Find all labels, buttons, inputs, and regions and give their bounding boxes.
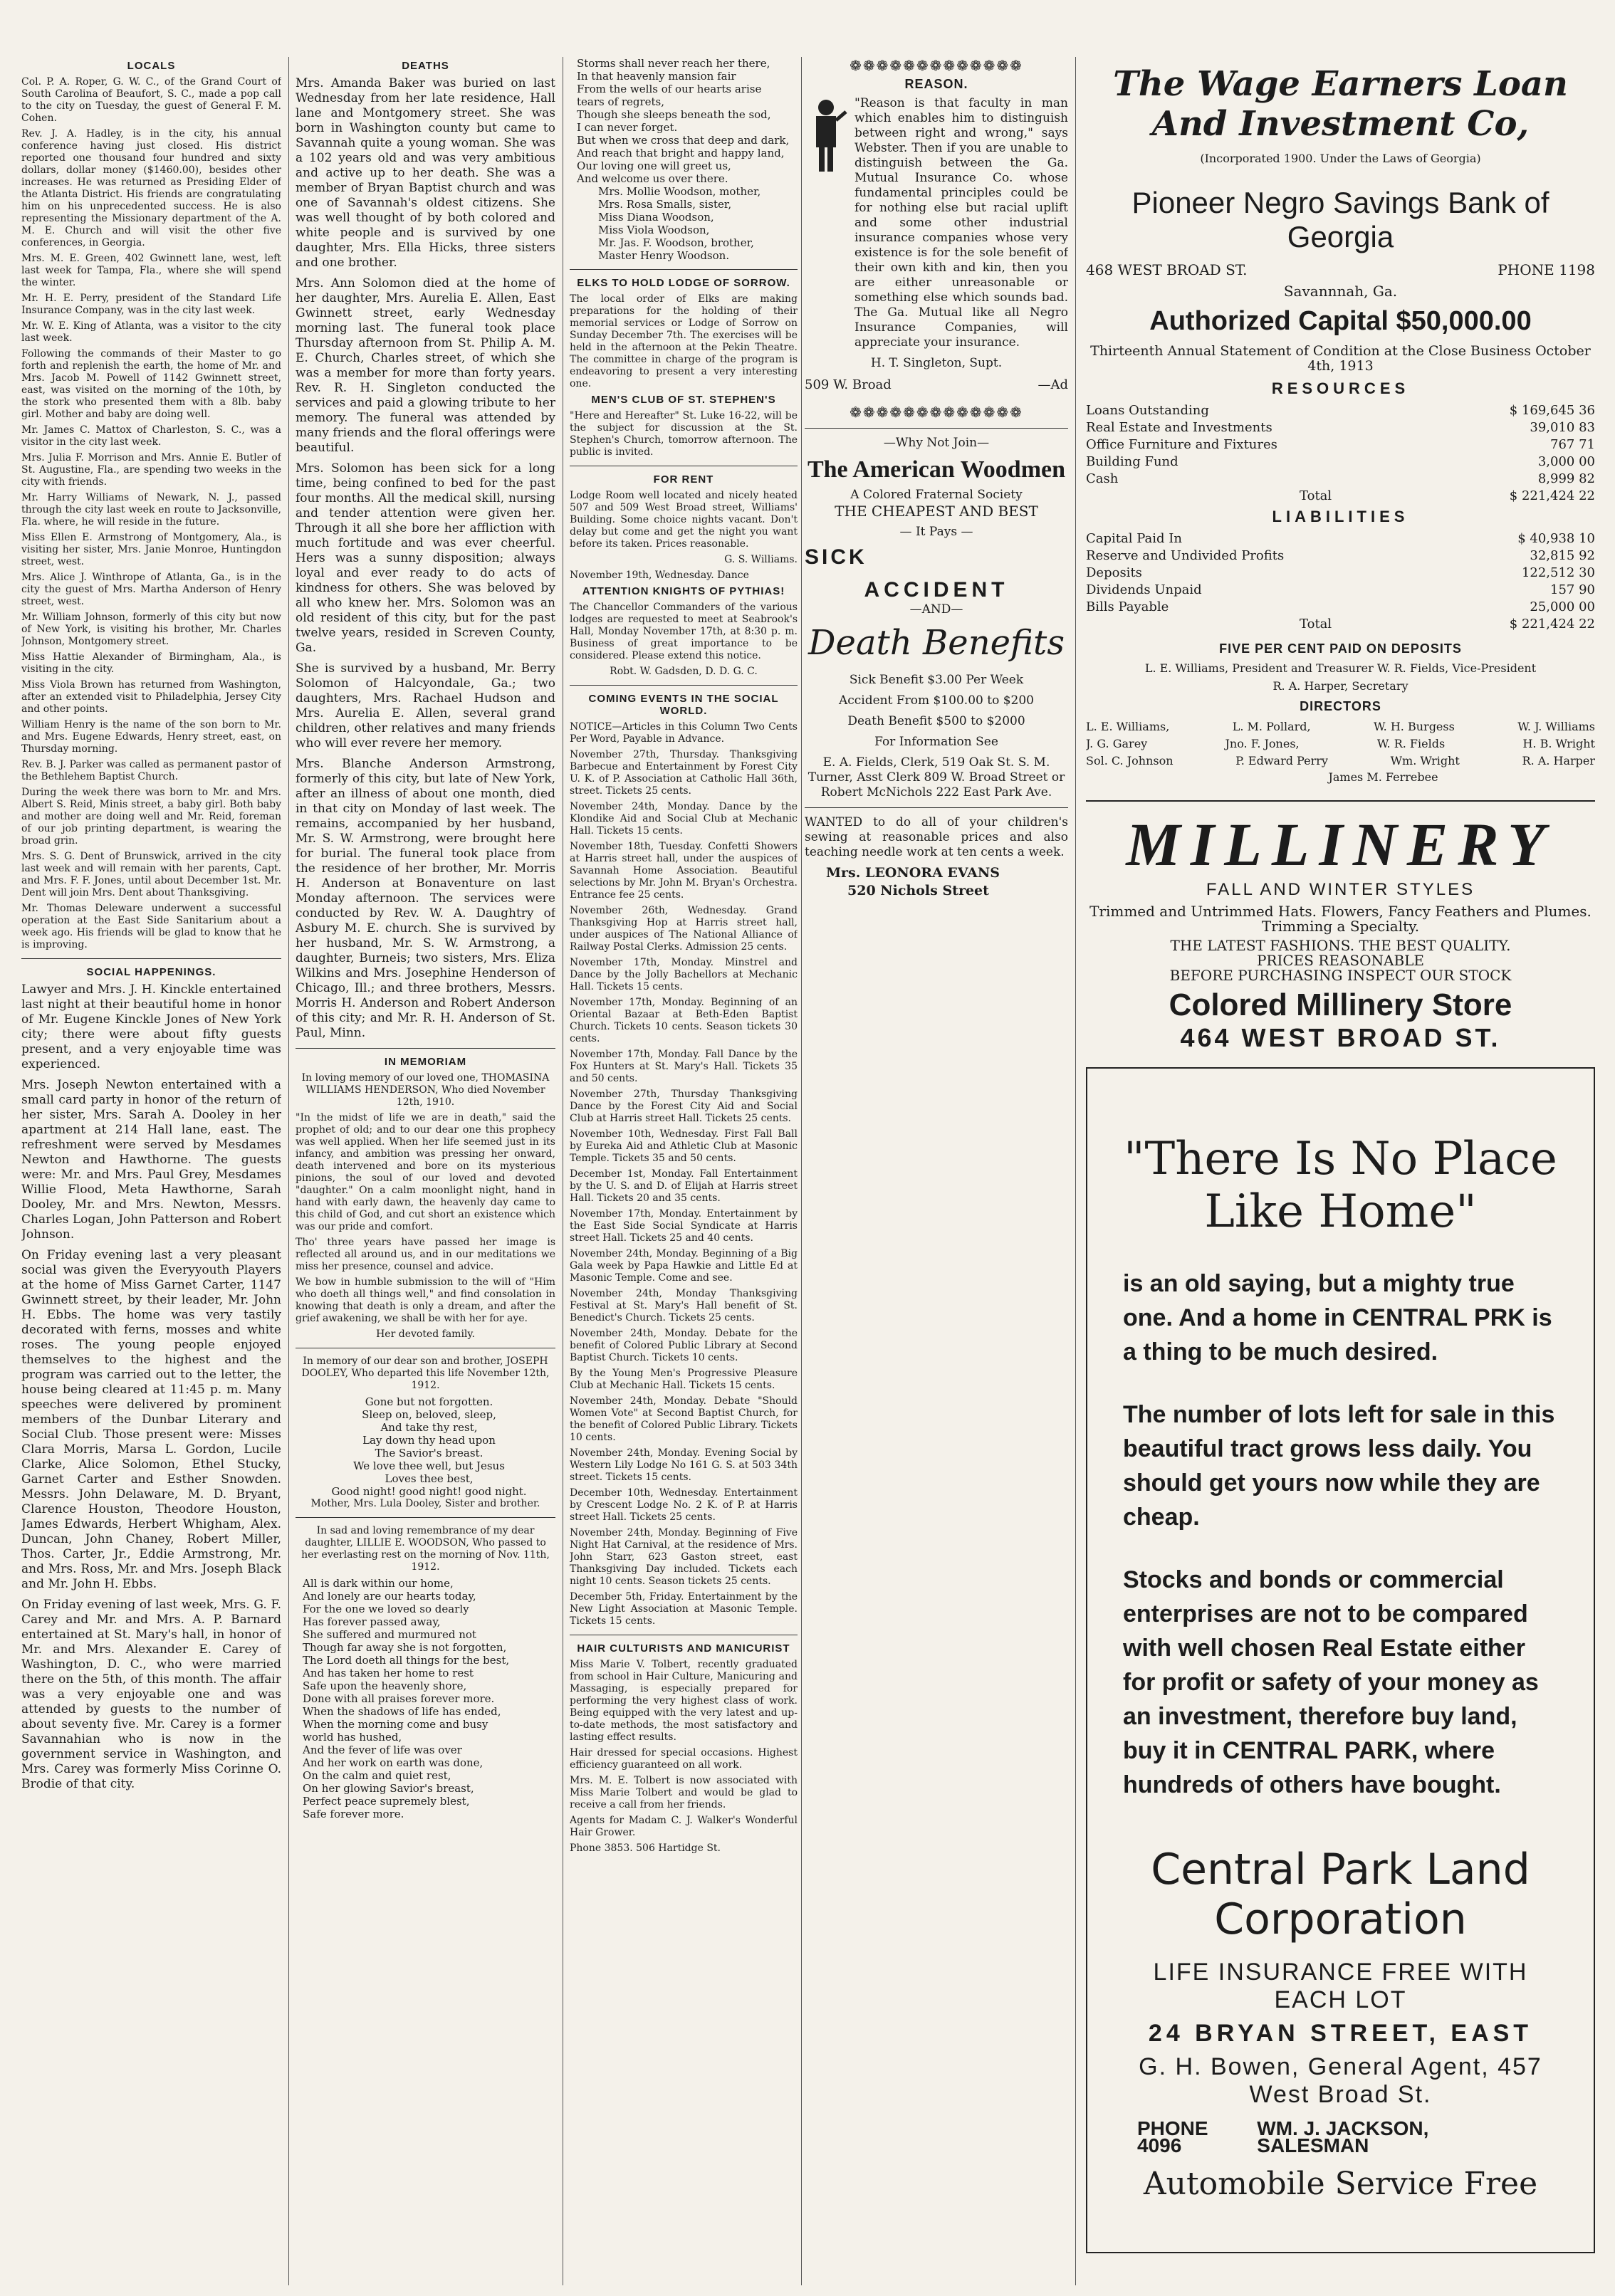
director-name: P. Edward Perry — [1235, 754, 1328, 767]
local-item: Mrs. Alice J. Winthrope of Atlanta, Ga., is in the city the guest of Mrs. Martha Anderson of Henry street, west. — [21, 572, 281, 607]
newspaper-page — [21, 57, 1595, 2285]
event-item: November 24th, Monday. Beginning of Five Night Hat Carnival, at the residence of Mrs. John Starr, 623 Gaston street, east Thanksgiving Day included. Tickets each night 10 cents. Season tickets 25 cents. — [570, 1527, 798, 1587]
liability-row — [1086, 547, 1595, 565]
central-p3: Stocks and bonds or commercial enterprises are not to be compared with well chosen Real Estate either for profit or safety of your money as an investment, therefore buy land, buy it in CENTRAL PARK, where hundreds of others have bought. — [1123, 1566, 1539, 1798]
event-item: November 18th, Tuesday. Confetti Showers at Harris street hall, under the auspices of Savannah Home Association. Beautiful selections by Mr. John M. Bryan's Orchestra. Entrance fee 25 cents. — [570, 841, 798, 901]
social-item: Lawyer and Mrs. J. H. Kinckle entertained last night at their beautiful home in honor of Mr. Eugene Kinckle Jones of New York city; there were about fifty guests present, and a very enjoyable time was experienced. — [21, 982, 281, 1071]
directors-row — [1086, 753, 1595, 770]
knights-heading: ATTENTION KNIGHTS OF PYTHIAS! — [582, 585, 785, 597]
local-item: Mr. W. E. King of Atlanta, was a visitor to the city last week. — [21, 320, 281, 344]
event-item: December 5th, Friday. Entertainment by the New Light Association at Masonic Temple. Tickets 15 cents. — [570, 1591, 798, 1627]
central-auto: Automobile Service Free — [1143, 2166, 1538, 2202]
liability-row-value: 32,815 92 — [1530, 548, 1595, 563]
millinery-line-4: BEFORE PURCHASING INSPECT OUR STOCK — [1169, 967, 1512, 984]
local-item: Mrs. S. G. Dent of Brunswick, arrived in the city last week and will remain with her parents, Capt. and Mrs. F. F. Jones, until about December 1st. Mr. Dent will join Mrs. Dent about Thanksgiving. — [21, 851, 281, 898]
event-item: November 27th, Thursday Thanksgiving Dance by the Forest City Aid and Social Club at Harris street Hall. Tickets 25 cents. — [570, 1089, 798, 1124]
accident-label: ACCIDENT — [864, 578, 1009, 602]
for-rent-sign: G. S. Williams. — [724, 554, 798, 565]
liability-row-label: Bills Payable — [1086, 599, 1169, 614]
event-item: NOTICE—Articles in this Column Two Cents Per Word, Payable in Advance. — [570, 721, 798, 745]
liability-row-value: 122,512 30 — [1521, 565, 1595, 580]
and-label: —AND— — [909, 602, 963, 617]
central-quote: "There Is No Place Like Home" — [1124, 1133, 1557, 1238]
local-item: Mr. William Johnson, formerly of this city but now of New York, is visiting his brother, Mr. Charles Johnson, Montgomery street. — [21, 612, 281, 647]
liability-row-value: 157 90 — [1550, 582, 1595, 597]
millinery-line-1: Trimmed and Untrimmed Hats. Flowers, Fancy Feathers and Plumes. Trimming a Specialty. — [1089, 903, 1592, 935]
event-item: November 24th, Monday. Beginning of a Big Gala week by Papa Hawkie and Little Ed at Masonic Temple. Come and see. — [570, 1248, 798, 1284]
local-item: Mrs. M. E. Green, 402 Gwinnett lane, west, left last week for Tampa, Fla., where she will spend the winter. — [21, 253, 281, 288]
memoriam-intro-2: In memory of our dear son and brother, JOSEPH DOOLEY, Who departed this life November 12th, 1912. — [301, 1356, 550, 1391]
reason-heading: REASON. — [904, 77, 968, 91]
local-item: Mr. H. E. Perry, president of the Standard Life Insurance Company, was in the city last week. — [21, 293, 281, 316]
liability-row-value: $ 40,938 10 — [1517, 531, 1595, 546]
stars-divider: ❁❁❁❁❁❁❁❁❁❁❁❁❁ — [850, 57, 1023, 74]
locals-heading: LOCALS — [127, 60, 176, 72]
for-rent-date: November 19th, Wednesday. Dance — [570, 570, 749, 581]
local-item: Rev. J. A. Hadley, is in the city, his annual conference having just closed. His district reported one thousand four hundred and sixty dollars, dollar money ($1460.00), besides other increases. He was returned as Presiding Elder of the Atlanta District. His friends are congratulating him on his unprecedented success. He is also representing the Missionary department of the A. M. E. Church and will visit the other five conferences, in Georgia. — [21, 128, 281, 248]
events-list — [570, 721, 798, 1627]
director-name: L. M. Pollard, — [1232, 720, 1311, 733]
knights-text: The Chancellor Commanders of the various lodges are requested to meet at Seabrook's Hall, Monday November 17th, at 8:30 p. m. Business of great importance to be considered. Please extend this notice. — [570, 602, 798, 661]
liability-row — [1086, 530, 1595, 547]
hair-item: Miss Marie V. Tolbert, recently graduated from school in Hair Culture, Manicuring and Massaging, is especially prepared for performing the very highest class of work. Being equipped with the very latest and up-to-date methods, the most satisfactory and lasting effect results. — [570, 1659, 798, 1743]
event-item: November 17th, Monday. Beginning of an Oriental Bazaar at Beth-Eden Baptist Church. Tickets 10 cents. Season tickets 30 cents. — [570, 997, 798, 1044]
for-rent-heading: FOR RENT — [653, 473, 714, 486]
woodmen-title: The American Woodmen — [807, 456, 1066, 483]
reason-text: "Reason is that faculty in man which enables him to distinguish between right and wrong," says Webster. Then if you are unable to distinguish between the Ga. Mutual Insurance Co. whose fundamental principles could be for nothing else but racial uplift and some other industrial insurance companies whose very existence is for the sole benefit of their own kith and kin, then you are either unreasonable or something else which sounds bad. The Ga. Mutual like all Negro Insurance Companies, will appreciate your insurance. — [854, 96, 1068, 350]
social-item: Mrs. Joseph Newton entertained with a small card party in honor of the return of her sister, Mrs. Sarah A. Dooley in her apartment at 214 Hall lane, east. The refreshment were served by Mesdames Newton and Hawthorne. The guests were: Mr. and Mrs. Paul Grey, Mesdames Willie Flood, Meta Hawthorne, Sarah Dooley, Mr. and Mrs. Newton, Messrs. Charles Logan, John Patterson and Robert Johnson. — [21, 1078, 281, 1242]
central-p1: is an old saying, but a mighty true one. And a home in CENTRAL PRK is a thing to be much desired. — [1123, 1270, 1552, 1365]
column-rule — [801, 57, 802, 2285]
column-notices — [570, 57, 798, 2285]
deaths-heading: DEATHS — [402, 60, 449, 72]
hair-list — [570, 1659, 798, 1855]
resource-row — [1086, 436, 1595, 454]
central-park-ad — [1086, 1067, 1595, 2253]
death-notice: Mrs. Ann Solomon died at the home of her daughter, Mrs. Aurelia E. Allen, East Gwinnett street, early Wednesday morning last. The funeral took place Thursday afternoon from St. Philip A. M. E. Church, Charles street, of which she was a member for more than forty years. Rev. R. H. Singleton conducted the services and paid a glowing tribute to her memory. The funeral was attended by many friends and the floral offerings were beautiful. — [296, 276, 555, 455]
benefit-line: E. A. Fields, Clerk, 519 Oak St. S. M. Turner, Asst Clerk 809 W. Broad Street or Robert McNichols 222 East Park Ave. — [808, 755, 1065, 800]
resource-row — [1086, 402, 1595, 419]
memoriam-heading: IN MEMORIAM — [384, 1056, 467, 1068]
social-list — [21, 982, 281, 1792]
woodmen-sub-2: THE CHEAPEST AND BEST — [835, 503, 1038, 520]
column-rule — [1075, 57, 1076, 2285]
event-item: November 24th, Monday. Dance by the Klondike Aid and Social Club at Mechanic Hall. Tickets 15 cents. — [570, 801, 798, 837]
deaths-list — [296, 76, 555, 1041]
for-rent-text: Lodge Room well located and nicely heated 507 and 509 West Broad street, Williams' Building. Some choice nights vacant. Don't delay but come and get the night you want before its taken. Prices reasonable. — [570, 490, 798, 550]
memoriam-poem-2: All is dark within our home, And lonely are our hearts today, For the one we loved so dearly Has forever passed away, She suffered and murmured not Though far away she is not forgotten, The Lord doeth all things for the best, And has taken her home to rest Safe upon the heavenly shore, Done with all praises forever more. When the shadows of life has ended, When the morning come and busy world has hushed, And the fever of life was over And her work on earth was done, On the calm and quiet rest, On her glowing Savior's breast, Perfect peace supremely blest, Safe forever more. — [303, 1577, 510, 1820]
resource-row-value: 8,999 82 — [1537, 471, 1595, 486]
death-notice: Mrs. Blanche Anderson Armstrong, formerly of this city, but late of New York, after an illness of about one month, died in that city on Monday of last week. The remains, accompanied by her husband, Mr. S. W. Armstrong, were brought here for burial. The funeral took place from the residence of her brother, Mr. Morris H. Anderson at Bonaventure on last Monday afternoon. The services were conducted by Rev. W. A. Daughtry of Asbury M. E. church. She is survived by her husband, Mr. S. W. Armstrong, a daughter, Burneis; two sisters, Mrs. Eliza Wilkins and Mrs. Josephine Henderson of Chicago, Ill.; and three brothers, Messrs. Morris H. Anderson and Robert Anderson of this city; and Mr. R. H. Anderson of St. Paul, Minn. — [296, 757, 555, 1040]
event-item: November 17th, Monday. Fall Dance by the Fox Hunters at St. Mary's Hall. Tickets 35 and 50 cents. — [570, 1049, 798, 1084]
central-agent: G. H. Bowen, General Agent, 457 West Broad St. — [1139, 2053, 1542, 2108]
column-right — [1086, 57, 1595, 2285]
knights-sign: Robt. W. Gadsden, D. D. G. C. — [610, 666, 758, 677]
locals-list — [21, 76, 281, 951]
resource-row-label: Real Estate and Investments — [1086, 420, 1272, 435]
hair-heading: HAIR CULTURISTS AND MANICURIST — [577, 1642, 790, 1655]
resource-row-value: 39,010 83 — [1530, 420, 1595, 435]
column-ads — [805, 57, 1068, 1089]
director-name: R. A. Harper — [1522, 754, 1595, 767]
bank-incorporated: (Incorporated 1900. Under the Laws of Georgia) — [1200, 152, 1481, 165]
interest-line: FIVE PER CENT PAID ON DEPOSITS — [1219, 641, 1462, 656]
local-item: Mr. Harry Williams of Newark, N. J., passed through the city last week en route to Jacksonville, Fla. where, he will reside in the future. — [21, 492, 281, 528]
millinery-line-2: THE LATEST FASHIONS. THE BEST QUALITY. — [1170, 937, 1511, 954]
liabilities-list — [1086, 530, 1595, 616]
director-name: H. B. Wright — [1522, 737, 1595, 750]
liability-row-value: 25,000 00 — [1530, 599, 1595, 614]
memoriam-intro-3: In sad and loving remembrance of my dear daughter, LILLIE E. WOODSON, Who passed to her everlasting rest on the morning of Nov. 11th, 1912. — [301, 1525, 550, 1573]
director-name: L. E. Williams, — [1086, 720, 1170, 733]
hair-item: Hair dressed for special occasions. Highest efficiency guaranteed on all work. — [570, 1747, 798, 1771]
memoriam-list — [296, 1112, 555, 1325]
hair-item: Agents for Madam C. J. Walker's Wonderful Hair Grower. — [570, 1815, 798, 1838]
resource-row-label: Cash — [1086, 471, 1119, 486]
bank-city: Savannnah, Ga. — [1283, 283, 1398, 300]
reason-sign-1: H. T. Singleton, Supt. — [870, 356, 1003, 370]
wanted-address: 520 Nichols Street — [847, 883, 989, 898]
event-item: November 24th, Monday. Evening Social by Western Lily Lodge No 161 G. S. at 503 34th street. Tickets 15 cents. — [570, 1447, 798, 1483]
benefit-line: Sick Benefit $3.00 Per Week — [849, 673, 1024, 687]
bank-capital: Authorized Capital $50,000.00 — [1149, 306, 1532, 336]
liability-row-label: Capital Paid In — [1086, 531, 1182, 546]
liabilities-total-label: Total — [1300, 617, 1332, 631]
director-name: W. H. Burgess — [1374, 720, 1455, 733]
resources-list — [1086, 402, 1595, 488]
bank-address: 468 WEST BROAD ST. — [1086, 261, 1248, 278]
resource-row — [1086, 471, 1595, 488]
elks-heading: ELKS TO HOLD LODGE OF SORROW. — [577, 277, 790, 289]
directors-heading: DIRECTORS — [1300, 699, 1381, 713]
event-item: November 26th, Wednesday. Grand Thanksgiving Hop at Harris street hall, under auspices of The National Alliance of Railway Postal Clerks. Admission 25 cents. — [570, 905, 798, 953]
hair-item: Phone 3853. 506 Hartidge St. — [570, 1842, 721, 1854]
director-name: J. G. Garey — [1086, 737, 1148, 750]
local-item: Following the commands of their Master to go forth and replenish the earth, the home of Mr. and Mrs. Jacob M. Powell of 1142 Gwinnett street, east, was visited on the morning of the 10th, by the stork who presented them with a 8lb. baby girl. Mother and baby are doing well. — [21, 348, 281, 420]
memoriam-signoff-2: Mother, Mrs. Lula Dooley, Sister and brother. — [310, 1498, 540, 1509]
death-notice: She is survived by a husband, Mr. Berry Solomon of Halcyondale, Ga.; two daughters, Mrs. Rachael Hudson and Mrs. Aurelia E. Allen, several grand children, other relatives and many friends who will ever revere her memory. — [296, 661, 555, 750]
woodmen-sub-1: A Colored Fraternal Society — [850, 488, 1023, 502]
local-item: William Henry is the name of the son born to Mr. and Mrs. Eugene Edwards, Henry street, east, on Thursday morning. — [21, 719, 281, 755]
event-item: November 17th, Monday. Minstrel and Dance by the Jolly Bachellors at Mechanic Hall. Tickets 15 cents. — [570, 957, 798, 992]
resource-row-label: Building Fund — [1086, 454, 1178, 469]
director-name: Jno. F. Jones, — [1225, 737, 1300, 750]
event-item: November 17th, Monday. Entertainment by the East Side Social Syndicate at Harris street Hall. Tickets 25 and 40 cents. — [570, 1208, 798, 1244]
event-item: November 24th, Monday. Debate for the benefit of Colored Public Library at Second Baptist Church. Tickets 10 cents. — [570, 1328, 798, 1363]
resources-total-label: Total — [1300, 488, 1332, 503]
event-item: November 24th, Monday Thanksgiving Festival at St. Mary's Hall benefit of St. Benedict's Church. Tickets 25 cents. — [570, 1288, 798, 1323]
benefit-line: Accident From $100.00 to $200 — [838, 693, 1034, 708]
event-item: November 27th, Thursday. Thanksgiving Barbecue and Entertainment by Forest City U. K. of P. Association at Catholic Hall 36th, street. Tickets 25 cents. — [570, 749, 798, 797]
liability-row — [1086, 599, 1595, 616]
man-figure-icon — [805, 96, 847, 174]
directors-list — [1086, 718, 1595, 770]
stars-divider-2: ❁❁❁❁❁❁❁❁❁❁❁❁❁ — [850, 404, 1023, 421]
director-name: W. R. Fields — [1376, 737, 1446, 750]
bank-phone: PHONE 1198 — [1498, 261, 1595, 278]
local-item: Miss Ellen E. Armstrong of Montgomery, Ala., is visiting her sister, Mrs. Janie Monroe, Huntingdon street, west. — [21, 532, 281, 567]
woodmen-pays: — It Pays — — [899, 525, 973, 539]
memoriam-signoff: Her devoted family. — [376, 1328, 475, 1340]
liabilities-total: $ 221,424 22 — [1509, 617, 1595, 631]
central-p2: The number of lots left for sale in this beautiful tract grows less daily. You should get yours now while they are cheap. — [1123, 1401, 1555, 1531]
central-street: 24 BRYAN STREET, EAST — [1148, 2020, 1533, 2047]
memoriam-paragraph: We bow in humble submission to the will of "Him who doeth all things well," and find consolation in knowing that death is only a dream, and after the grief awakening, we shall be with her for aye. — [296, 1277, 555, 1324]
hair-item: Mrs. M. E. Tolbert is now associated with Miss Marie Tolbert and would be glad to receive a call from her friends. — [570, 1775, 798, 1810]
woodmen-lead: —Why Not Join— — [883, 436, 990, 450]
column-rule — [288, 57, 289, 2285]
resource-row-label: Loans Outstanding — [1086, 403, 1209, 418]
reason-ad: —Ad — [1038, 377, 1068, 392]
death-notice: Mrs. Solomon has been sick for a long time, being confined to bed for the past four months. All the medical skill, nursing and tender attention were given her. Through it all she bore her affliction with much fortitude and was ever cheerful. Hers was a sunny disposition; always loyal and ever ready to do acts of kindness for others. She was beloved by all who knew her. Mrs. Solomon was an old resident of this city, but for the past twelve years, resided in Screven County, Ga. — [296, 461, 555, 655]
bank-name: Pioneer Negro Savings Bank of Georgia — [1131, 186, 1549, 253]
liability-row-label: Deposits — [1086, 565, 1142, 580]
liability-row — [1086, 565, 1595, 582]
local-item: Mr. Thomas Deleware underwent a successful operation at the East Side Sanitarium about a week ago. His friends will be glad to know that he is improving. — [21, 903, 281, 950]
event-item: November 10th, Wednesday. First Fall Ball by Eureka Aid and Athletic Club at Masonic Temple. Tickets 35 and 50 cents. — [570, 1128, 798, 1164]
local-item: During the week there was born to Mr. and Mrs. Albert S. Reid, Minis street, a baby girl. Both baby and mother are doing well and Mr. Reid, foreman of our job printing department, is wearing the broad grin. — [21, 787, 281, 846]
director-name: Sol. C. Johnson — [1086, 754, 1174, 767]
social-item: On Friday evening of last week, Mrs. G. F. Carey and Mr. and Mrs. A. P. Barnard entertained at St. Mary's hall, in honor of Mr. and Mrs. Alexander E. Carey of Washington, D. C., who were married there on the 5th, of this month. The affair was a very enjoyable one and was attended by guests to the number of about seventy five. Mr. Carey is a former Savannahian who is now in the government service in Washington, and Mrs. Carey was formerly Miss Corinne O. Brodie of that city. — [21, 1598, 281, 1791]
social-heading: SOCIAL HAPPENINGS. — [86, 966, 216, 978]
memoriam-intro: In loving memory of our loved one, THOMASINA WILLIAMS HENDERSON, Who died November 12th, 1910. — [301, 1072, 550, 1108]
column-locals — [21, 57, 281, 2285]
reason-sign-2: 509 W. Broad — [805, 377, 892, 392]
death-benefits-title: Death Benefits — [808, 623, 1065, 663]
event-item: December 10th, Wednesday. Entertainment by Crescent Lodge No. 2 K. of P. at Harris street Hall. Tickets 25 cents. — [570, 1487, 798, 1523]
central-corp: Central Park Land Corporation — [1151, 1845, 1530, 1944]
mens-club-text: "Here and Hereafter" St. Luke 16-22, will be the subject for discussion at the St. Stephen's Church, tomorrow afternoon. The public is invited. — [570, 410, 798, 458]
column-deaths — [296, 57, 555, 2285]
resource-row-value: $ 169,645 36 — [1509, 403, 1595, 418]
memoriam-paragraph: Tho' three years have passed her image is reflected all around us, and in our meditations we miss her presence, counsel and advice. — [296, 1237, 555, 1272]
liability-row-label: Dividends Unpaid — [1086, 582, 1202, 597]
resource-row — [1086, 454, 1595, 471]
directors-row — [1086, 718, 1595, 735]
officers-line: L. E. Williams, President and Treasurer W. R. Fields, Vice-President — [1144, 661, 1537, 675]
millinery-sub: FALL AND WINTER STYLES — [1206, 880, 1475, 899]
central-insurance: LIFE INSURANCE FREE WITH EACH LOT — [1153, 1959, 1528, 2013]
millinery-title: MILLINERY — [1126, 810, 1555, 879]
bank-statement: Thirteenth Annual Statement of Condition at the Close Business October 4th, 1913 — [1090, 343, 1591, 374]
local-item: Col. P. A. Roper, G. W. C., of the Grand Court of South Carolina of Beaufort, S. C., made a pop call to the city on Tuesday, the guest of General F. M. Cohen. — [21, 76, 281, 124]
resource-row — [1086, 419, 1595, 436]
benefit-line: Death Benefit $500 to $2000 — [847, 714, 1025, 728]
central-salesman: WM. J. JACKSON, SALESMAN — [1257, 2117, 1429, 2156]
resource-row-label: Office Furniture and Fixtures — [1086, 437, 1277, 452]
benefit-line: For Information See — [874, 735, 998, 749]
millinery-line-3: PRICES REASONABLE — [1256, 952, 1425, 969]
liabilities-heading: LIABILITIES — [1272, 508, 1409, 525]
mens-club-heading: MEN'S CLUB OF ST. STEPHEN'S — [591, 394, 776, 406]
bank-title-2: And Investment Co, — [1151, 104, 1530, 144]
director-name: Wm. Wright — [1390, 754, 1460, 767]
sick-label: SICK — [805, 545, 867, 569]
liability-row — [1086, 582, 1595, 599]
event-item: December 1st, Monday. Fall Entertainment by the U. S. and D. of Elijah at Harris street Hall. Tickets 20 and 35 cents. — [570, 1168, 798, 1204]
local-item: Mr. James C. Mattox of Charleston, S. C., was a visitor in the city last week. — [21, 424, 281, 448]
bank-title-1: The Wage Earners Loan — [1113, 64, 1568, 104]
benefits-list — [805, 673, 1068, 800]
wanted-sign: Mrs. LEONORA EVANS — [826, 865, 1000, 881]
local-item: Mrs. Julia F. Morrison and Mrs. Annie E. Butler of St. Augustine, Fla., are spending two weeks in the city with friends. — [21, 452, 281, 488]
resource-row-value: 767 71 — [1550, 437, 1595, 452]
poem-signers: Mrs. Mollie Woodson, mother, Mrs. Rosa Smalls, sister, Miss Diana Woodson, Miss Viola Woodson, Mr. Jas. F. Woodson, brother, Master Henry Woodson. — [598, 185, 761, 262]
director-last: James M. Ferrebee — [1328, 770, 1438, 784]
poem-top: Storms shall never reach her there, In that heavenly mansion fair From the wells of our hearts arise tears of regrets, Though she sleeps beneath the sod, I can never forget. But when we cross that deep and dark, And reach that bright and happy land, Our loving one will greet us, And welcome us over there. — [577, 57, 790, 185]
secretary-line: R. A. Harper, Secretary — [1272, 679, 1408, 693]
elks-text: The local order of Elks are making preparations for the holding of their memorial services or Lodge of Sorrow on Sunday December 7th. The exercises will be held in the afternoon at the Pekin Theatre. The committee in charge of the program is endeavoring to present a very interesting one. — [570, 293, 798, 389]
death-notice: Mrs. Amanda Baker was buried on last Wednesday from her late residence, Hall lane and Montgomery street. She was born in Washington county but came to Savannah quite a young woman. She was a 102 years old and was very ambitious and active up to her death. She was a member of Bryan Baptist church and was one of Savannah's oldest citizens. She was well thought of by both colored and white people and is survived by one daughter, Mrs. Ella Hicks, three sisters and one brother. — [296, 76, 555, 270]
local-item: Miss Viola Brown has returned from Washington, after an extended visit to Philadelphia, Jersey City and other points. — [21, 679, 281, 715]
resources-heading: RESOURCES — [1271, 379, 1410, 397]
resource-row-value: 3,000 00 — [1537, 454, 1595, 469]
local-item: Miss Hattie Alexander of Birmingham, Ala., is visiting in the city. — [21, 651, 281, 675]
liability-row-label: Reserve and Undivided Profits — [1086, 548, 1285, 563]
local-item: Rev. B. J. Parker was called as permanent pastor of the Bethlehem Baptist Church. — [21, 759, 281, 782]
millinery-store: Colored Millinery Store — [1169, 987, 1512, 1022]
events-heading: COMING EVENTS IN THE SOCIAL WORLD. — [588, 693, 779, 717]
central-phone: PHONE 4096 — [1137, 2117, 1208, 2156]
event-item: By the Young Men's Progressive Pleasure Club at Mechanic Hall. Tickets 15 cents. — [570, 1368, 798, 1391]
social-item: On Friday evening last a very pleasant social was given the Everyyouth Players at the home of Miss Garnet Carter, 1147 Gwinnett street, by their leader, Mr. John H. Ebbs. The home was very tastily decorated with ferns, mosses and white roses. The young people enjoyed themselves to the highest and the program was carried out to the letter, the house being cleared at 11:45 p. m. Many speeches were delivered by prominent members of the Dunbar Literary and Social Club. Those present were: Misses Clara Morris, Marsa L. Gordon, Lucile Clarke, Alice Solomon, Ethel Stucky, Garnet Carter and Esther Snowden. Messrs. John Delaware, M. D. Bryant, Clarence Houston, Theodore Houston, James Edwards, Herbert Whigham, Alex. Duncan, John Chaney, Robert Miller, Thos. Carter, Jr., Eddie Armstrong, Mr. and Mrs. Ross, Mr. and Mrs. Joseph Black and Mr. John H. Ebbs. — [21, 1248, 281, 1591]
memoriam-poem-1: Gone but not forgotten. Sleep on, beloved, sleep, And take thy rest, Lay down thy head upon The Savior's breast. We love thee well, but Jesus Loves thee best, Good night! good night! good night. — [331, 1395, 527, 1498]
millinery-address: 464 WEST BROAD ST. — [1180, 1023, 1501, 1052]
event-item: November 24th, Monday. Debate "Should Women Vote" at Second Baptist Church, for the benefit of Colored Public Library. Tickets 10 cents. — [570, 1395, 798, 1443]
director-name: W. J. Williams — [1517, 720, 1595, 733]
directors-row — [1086, 735, 1595, 753]
resources-total: $ 221,424 22 — [1509, 488, 1595, 503]
wanted-text: WANTED to do all of your children's sewing at reasonable prices and also teaching needle work at ten cents a week. — [805, 815, 1068, 859]
memoriam-paragraph: "In the midst of life we are in death," said the prophet of old; and to our dear one this prophecy was well applied. When her life seemed just in its infancy, and ambition was pressing her onward, death intervened and bore on its mysterious pinions, the soul of our loved and devoted "daughter." On a calm moonlight night, hand in hand with early dawn, the heavenly day came to this child of God, and cut short an existence which was our pride and comfort. — [296, 1112, 555, 1232]
